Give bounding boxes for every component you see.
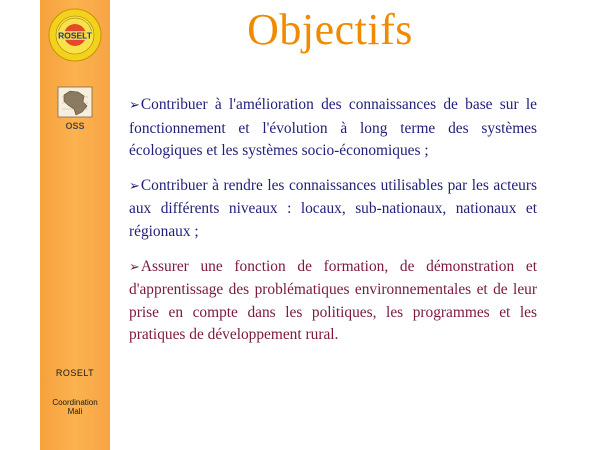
roselt-logo — [48, 8, 102, 62]
oss-logo — [56, 85, 94, 133]
sidebar-roselt-label: ROSELT — [55, 368, 95, 378]
oss-logo-text: OSS — [65, 121, 85, 131]
arrow-bullet-icon: ➢ — [129, 98, 140, 113]
roselt-logo-text: ROSELT — [58, 30, 92, 41]
bullet-text: Contribuer à l'amélioration des connaissances de base sur le fonctionnement et l'évolution à long terme des systèmes écologiques et les systèmes socio-économiques ; — [129, 96, 537, 160]
bullet-text: Contribuer à rendre les connaissances utilisables par les acteurs aux différents niveaux : locaux, sub-nationaux, nationaux et régionaux ; — [129, 176, 537, 240]
sidebar-coordination-line1: Coordination — [52, 398, 98, 407]
bullet-item — [129, 256, 537, 347]
arrow-bullet-icon: ➢ — [129, 259, 140, 275]
bullet-item — [129, 94, 537, 163]
sidebar-coordination-line2: Mali — [67, 407, 83, 416]
bullet-text: Assurer une fonction de formation, de démonstration et d'apprentissage des problématiques environnementales et de leur prise en compte dans les politiques, les programmes et les pratiques de développement rural. — [129, 257, 537, 344]
bullet-item — [129, 175, 537, 244]
sidebar — [40, 0, 110, 450]
slide-title: Objectifs — [247, 5, 413, 54]
bullet-list — [129, 94, 537, 359]
arrow-bullet-icon: ➢ — [129, 178, 140, 194]
sidebar-coordination — [40, 398, 110, 416]
